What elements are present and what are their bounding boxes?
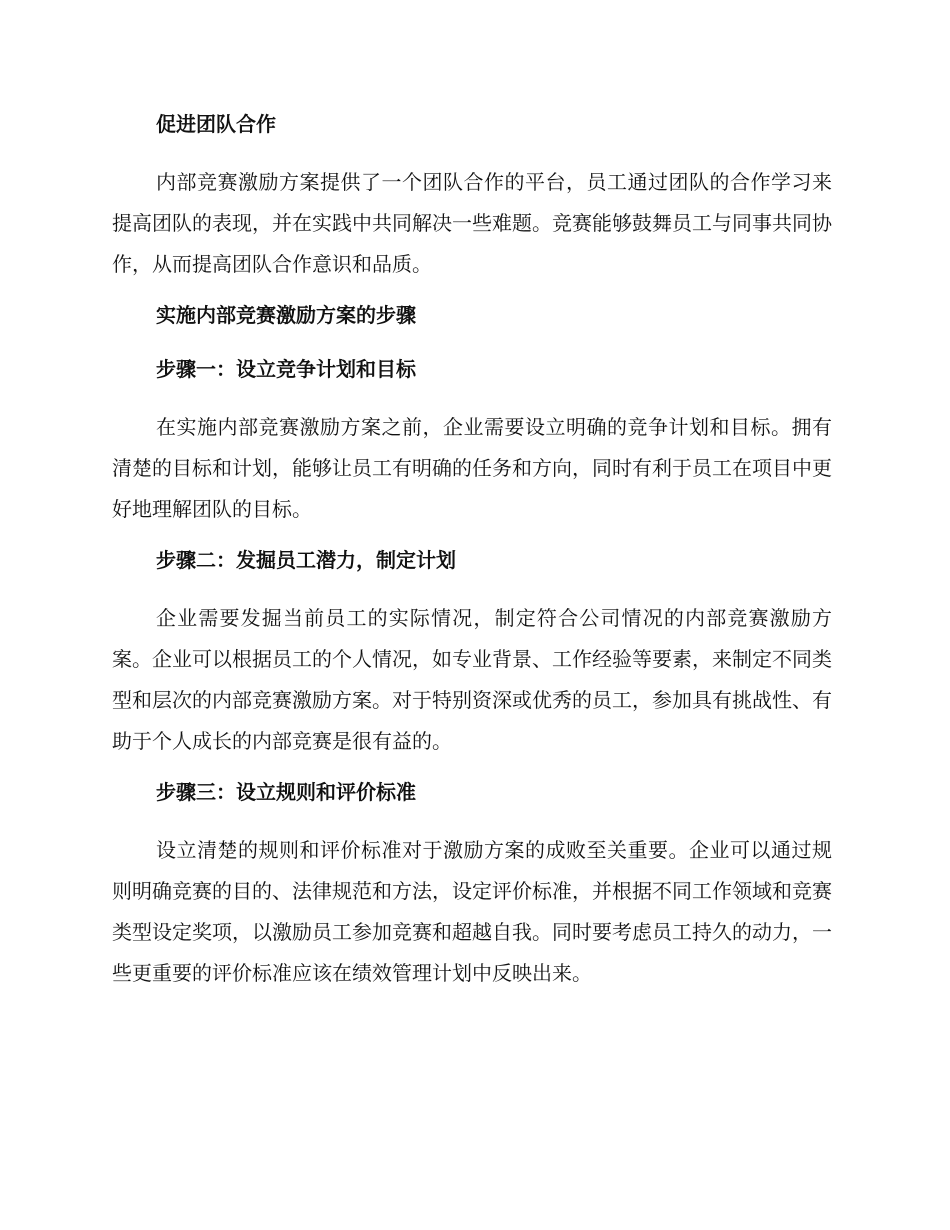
section-heading-team-cooperation: 促进团队合作 — [156, 112, 276, 136]
paragraph-team-cooperation: 内部竞赛激励方案提供了一个团队合作的平台，员工通过团队的合作学习来提高团队的表现，并在实践中共同解决一些难题。竞赛能够鼓舞员工与同事共同协作，从而提高团队合作意识和品质。 — [112, 170, 832, 276]
step-one-heading: 步骤一：设立竞争计划和目标 — [156, 357, 416, 381]
step-three-paragraph: 设立清楚的规则和评价标准对于激励方案的成败至关重要。企业可以通过规则明确竞赛的目的、法律规范和方法，设定评价标准，并根据不同工作领域和竞赛类型设定奖项，以激励员工参加竞赛和超越自我。同时要考虑员工持久的动力，一些更重要的评价标准应该在绩效管理计划中反映出来。 — [112, 838, 832, 985]
step-two-paragraph: 企业需要发掘当前员工的实际情况，制定符合公司情况的内部竞赛激励方案。企业可以根据员工的个人情况，如专业背景、工作经验等要素，来制定不同类型和层次的内部竞赛激励方案。对于特别资深或优秀的员工，参加具有挑战性、有助于个人成长的内部竞赛是很有益的。 — [112, 606, 832, 753]
step-three-heading: 步骤三：设立规则和评价标准 — [156, 780, 416, 804]
document-page — [112, 108, 832, 1008]
step-two-heading: 步骤二：发掘员工潜力，制定计划 — [156, 548, 456, 572]
step-one-paragraph: 在实施内部竞赛激励方案之前，企业需要设立明确的竞争计划和目标。拥有清楚的目标和计划，能够让员工有明确的任务和方向，同时有利于员工在项目中更好地理解团队的目标。 — [112, 415, 832, 521]
section-heading-implementation-steps: 实施内部竞赛激励方案的步骤 — [156, 303, 416, 327]
